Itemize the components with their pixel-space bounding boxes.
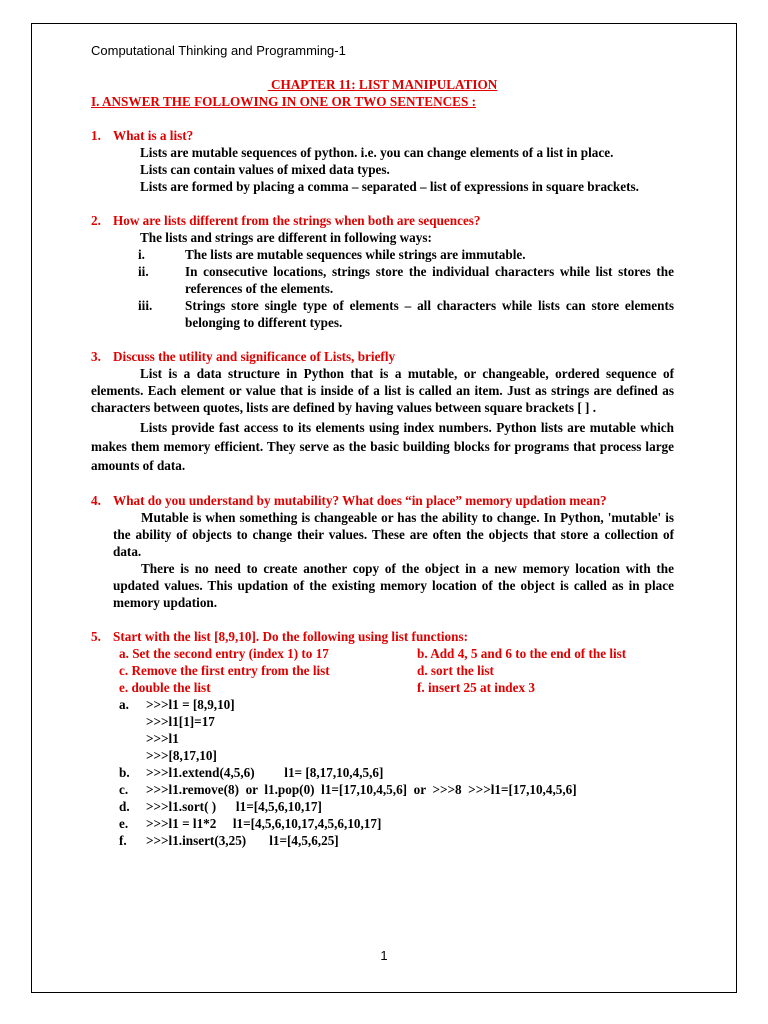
list-item: iii. Strings store single type of elements – all characters while lists can store elements belonging to different types. <box>138 298 674 330</box>
question-text: Start with the list [8,9,10]. Do the following using list functions: <box>113 629 468 644</box>
answer-row: a. >>>l1 = [8,9,10] <box>119 697 235 712</box>
question-1 <box>91 127 674 144</box>
task-row: e. double the list f. insert 25 at index 3 <box>119 680 535 695</box>
section-title: I. ANSWER THE FOLLOWING IN ONE OR TWO SENTENCES : <box>91 94 476 109</box>
answer-paragraph: Lists provide fast access to its elements using index numbers. Python lists are mutable which makes them memory efficient. They serve as the basic building blocks for programs that process large amounts of data. <box>91 420 674 473</box>
answer-paragraph: The lists and strings are different in following ways: <box>140 230 432 245</box>
question-number: 5. <box>91 629 101 644</box>
task-row: c. Remove the first entry from the list d. sort the list <box>119 663 494 678</box>
list-item: ii. In consecutive locations, strings store the individual characters while list stores the references of the elements. <box>138 264 674 296</box>
answer-paragraph: List is a data structure in Python that is a mutable, or changeable, ordered sequence of elements. Each element or value that is inside of a list is called an item. Just as strings are defined as characters between quotes, lists are defined by having values between square brackets [ ] . <box>91 366 674 415</box>
question-number: 4. <box>91 493 101 508</box>
question-number: 2. <box>91 213 101 228</box>
answer-paragraph: Lists are formed by placing a comma – separated – list of expressions in square brackets. <box>140 179 639 194</box>
question-number: 1. <box>91 128 101 143</box>
task-row: a. Set the second entry (index 1) to 17 b. Add 4, 5 and 6 to the end of the list <box>119 646 627 661</box>
answer-paragraph: Mutable is when something is changeable or has the ability to change. In Python, 'mutable' is the ability of objects to change their values. These are often the objects that store a collection of data. <box>113 510 674 559</box>
answer-row: b. >>>l1.extend(4,5,6) l1= [8,17,10,4,5,6] <box>119 765 384 780</box>
answer-row: e. >>>l1 = l1*2 l1=[4,5,6,10,17,4,5,6,10,17] <box>119 816 382 831</box>
question-text: Discuss the utility and significance of Lists, briefly <box>113 349 396 364</box>
question-text: How are lists different from the strings when both are sequences? <box>113 213 481 228</box>
running-header: Computational Thinking and Programming-1 <box>91 43 346 58</box>
page-number: 1 <box>380 948 388 963</box>
answer-paragraph: Lists can contain values of mixed data types. <box>140 162 390 177</box>
chapter-title: CHAPTER 11: LIST MANIPULATION <box>271 77 498 92</box>
answer-paragraph: Lists are mutable sequences of python. i.e. you can change elements of a list in place. <box>140 145 614 160</box>
document-body <box>91 76 674 849</box>
question-number: 3. <box>91 349 101 364</box>
code-line: >>>l1 <box>146 731 179 746</box>
question-text: What is a list? <box>113 128 194 143</box>
question-3 <box>91 348 674 365</box>
answer-row: f. >>>l1.insert(3,25) l1=[4,5,6,25] <box>119 833 339 848</box>
question-4 <box>91 492 674 509</box>
list-item: i. The lists are mutable sequences while strings are immutable. <box>138 247 526 262</box>
question-2 <box>91 212 674 229</box>
answer-row: d. >>>l1.sort( ) l1=[4,5,6,10,17] <box>119 799 322 814</box>
question-5 <box>91 628 674 645</box>
question-text: What do you understand by mutability? What does “in place” memory updation mean? <box>113 493 607 508</box>
answer-row: c. >>>l1.remove(8) or l1.pop(0) l1=[17,10,4,5,6] or >>>8 >>>l1=[17,10,4,5,6] <box>119 782 577 797</box>
code-line: >>>[8,17,10] <box>146 748 217 763</box>
code-line: >>>l1[1]=17 <box>146 714 215 729</box>
answer-paragraph: There is no need to create another copy of the object in a new memory location with the updated values. This updation of the existing memory location of the object is called as in place memory updation. <box>113 561 674 610</box>
